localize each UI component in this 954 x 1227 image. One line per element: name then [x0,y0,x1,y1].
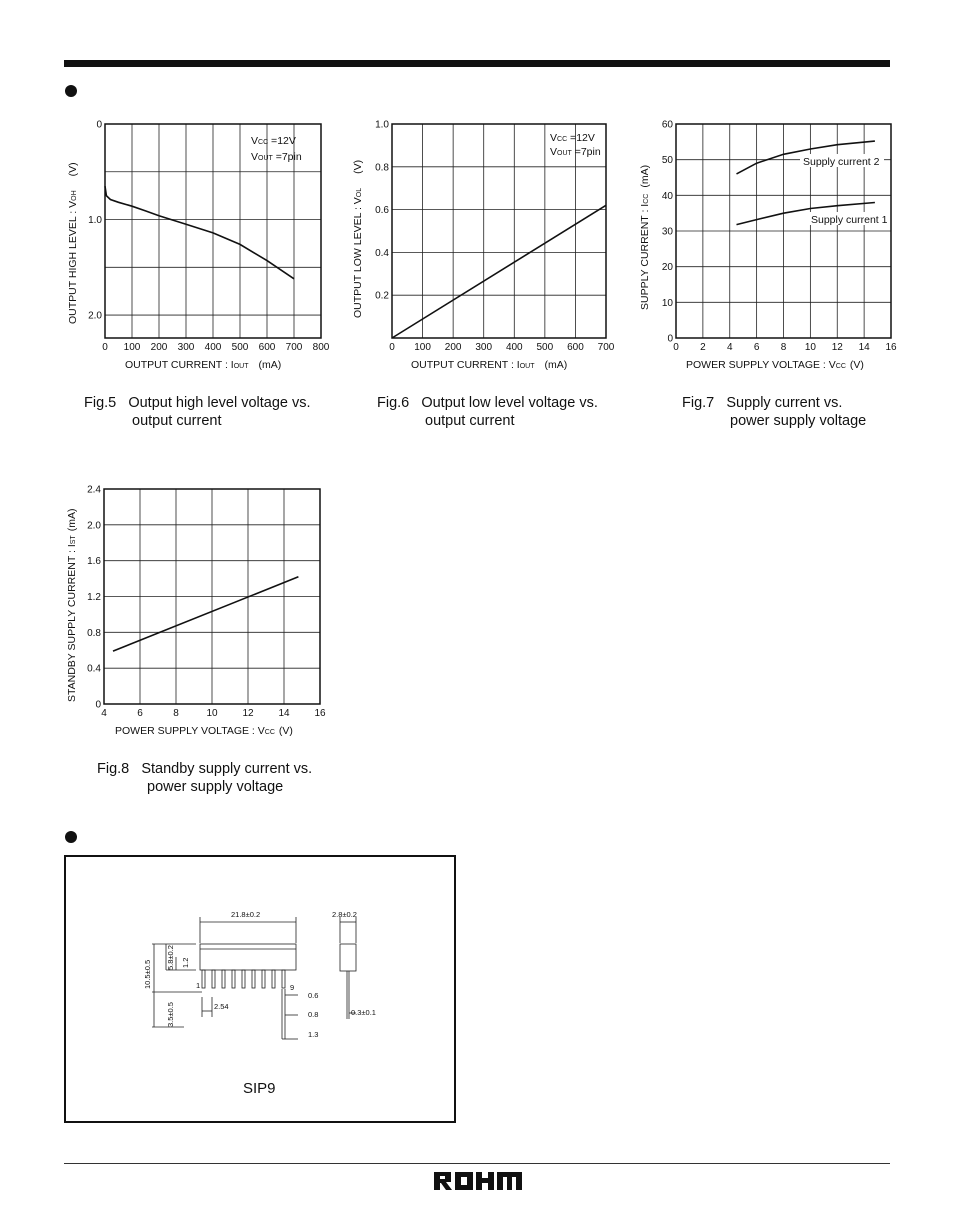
fig5-yticks [88,120,102,322]
fig7-caption-line2: power supply voltage [730,413,867,429]
package-pins [202,970,285,988]
f5-xtick-label: 0 [102,342,108,353]
package-outline-box [64,855,456,1123]
fig8-xticks [101,708,326,719]
f7-xtick-label: 16 [885,342,897,353]
fig6-ylabel: OUTPUT LOW LEVEL : VOL(V) [352,159,364,318]
fig7-caption-line1: Supply current vs. [726,395,843,411]
f6-xtick-label: 0 [389,342,395,353]
f6-xtick-label: 400 [505,342,523,353]
f5-xtick-label: 100 [123,342,141,353]
f5-xtick-label: 300 [177,342,195,353]
f5-ytick-label: 1.0 [88,215,102,227]
f6-xtick-label: 500 [536,342,554,353]
fig6-caption-line2: output current [425,413,515,429]
f6-ytick-label: 1.0 [375,119,389,131]
package-side-view [340,944,356,971]
f7-ytick-label: 0 [667,333,673,345]
fig7-ylabel: SUPPLY CURRENT : ICC(mA) [639,164,651,310]
f8-xtick-label: 10 [206,708,218,719]
f7-xtick-label: 8 [780,342,787,353]
fig5-caption-line2: output current [132,413,222,429]
f8-xtick-label: 4 [101,708,107,719]
fig8-line [113,577,298,651]
fig7-xticks [673,342,897,353]
f7-xtick-label: 14 [858,342,870,353]
f8-xtick-label: 14 [278,708,290,719]
f8-xtick-label: 6 [137,708,143,719]
fig6-annot-2: VOUT =7pin [550,146,601,158]
fig7-caption-num: Fig.7 [682,395,715,411]
f6-ytick-label: 0.4 [375,247,389,259]
f7-xtick-label: 2 [700,342,706,353]
fig5-caption [84,394,311,430]
fig5-curve [105,186,294,279]
chart-fig8 [60,478,335,743]
fig8-yticks [87,485,101,711]
f6-ytick-label: 0.2 [375,290,389,302]
f8-ytick-label: 0.4 [87,663,101,675]
dim-lead-thk: 0.3±0.1 [351,1008,376,1017]
fig8-caption-num: Fig.8 [97,761,130,777]
f8-ytick-label: 0.8 [87,627,101,639]
f8-ytick-label: 1.2 [87,592,101,603]
top-rule [64,60,890,67]
chart-fig5 [60,110,335,375]
section-bullet-characteristics [65,85,77,97]
fig6-line [392,205,606,338]
fig5-caption-num: Fig.5 [84,395,117,411]
f8-ytick-label: 2.0 [87,520,101,532]
f7-xtick-label: 10 [804,342,816,353]
f5-xtick-label: 200 [150,342,168,353]
f6-ytick-label: 0.8 [375,162,389,174]
dim-total-height: 10.5±0.5 [143,959,152,989]
f6-xtick-label: 200 [444,342,462,353]
chart-fig6 [345,110,620,375]
fig8-caption-line1: Standby supply current vs. [141,761,313,777]
fig6-caption-num: Fig.6 [377,395,410,411]
package-drawing [66,857,454,1121]
f5-ytick-label: 2.0 [88,310,102,322]
fig8-caption-line2: power supply voltage [147,779,284,795]
f8-xtick-label: 8 [173,708,179,719]
dim-pitch: 2.54 [214,1002,229,1011]
fig5-xlabel: OUTPUT CURRENT : IOUT (mA) [125,359,282,371]
f5-xtick-label: 800 [312,342,330,353]
dim-thickness: 2.8±0.2 [332,910,357,919]
f7-xtick-label: 6 [753,342,760,353]
pin-1-label: 1 [196,981,201,990]
rohm-logo [434,1170,522,1192]
dim-lead-len: 3.5±0.5 [166,1002,175,1027]
f5-xtick-label: 400 [204,342,222,353]
f7-xtick-label: 4 [726,342,733,353]
f7-ytick-label: 40 [661,190,673,202]
fig5-annot-2: VOUT =7pin [251,151,302,163]
f7-xtick-label: 12 [831,342,843,353]
fig7-series-1-label: Supply current 1 [811,214,888,226]
f8-ytick-label: 1.6 [87,556,101,568]
fig5-xticks [102,342,330,353]
fig6-xticks [389,342,615,353]
f7-ytick-label: 50 [661,155,673,167]
fig7-xlabel: POWER SUPPLY VOLTAGE : VCC (V) [686,359,864,371]
bottom-rule [64,1163,890,1164]
dim-13: 1.3 [308,1030,319,1039]
f6-xtick-label: 100 [414,342,431,353]
section-bullet-dimensions [65,831,77,843]
fig5-annot-1: VCC =12V [251,135,296,147]
f8-ytick-label: 0 [95,699,101,711]
f7-ytick-label: 10 [661,297,673,309]
f7-ytick-label: 20 [661,262,673,274]
fig7-yticks [662,120,674,345]
f8-xtick-label: 12 [242,708,254,719]
fig6-annot-1: VCC =12V [550,132,595,144]
f7-xtick-label: 0 [673,342,679,353]
fig5-caption-line1: Output high level voltage vs. [128,395,311,411]
chart-fig7 [630,110,905,375]
pin-9-label: 9 [290,983,295,992]
fig8-caption [97,760,312,796]
dim-length: 21.8±0.2 [231,910,261,919]
package-body [200,944,296,970]
f8-xtick-label: 16 [314,708,326,719]
f6-xtick-label: 600 [567,342,584,353]
fig8-ylabel: STANDBY SUPPLY CURRENT : IST(mA) [66,508,78,702]
f8-ytick-label: 2.4 [87,484,101,496]
f5-ytick-label: 0 [96,119,102,131]
f7-ytick-label: 60 [661,119,673,131]
f5-xtick-label: 600 [258,342,276,353]
f6-ytick-label: 0.6 [375,205,389,217]
f5-xtick-label: 700 [285,342,303,353]
dim-body-height: 5.8±0.2 [166,945,175,970]
f6-xtick-label: 300 [475,342,493,353]
fig5-ylabel: OUTPUT HIGH LEVEL : VOH(V) [67,162,79,324]
fig7-series-2-label: Supply current 2 [803,156,880,168]
f5-xtick-label: 500 [231,342,249,353]
fig6-caption-line1: Output low level voltage vs. [421,395,598,411]
f6-xtick-label: 700 [597,342,615,353]
dim-08: 0.8 [308,1010,319,1019]
fig6-xlabel: OUTPUT CURRENT : IOUT (mA) [411,359,568,371]
fig8-grid [104,489,320,704]
fig6-yticks [375,120,389,302]
package-name: SIP9 [243,1080,276,1097]
dim-06: 0.6 [308,991,319,1000]
fig6-caption [377,394,598,430]
f7-ytick-label: 30 [661,226,673,238]
dim-12: 1.2 [181,957,190,968]
fig8-xlabel: POWER SUPPLY VOLTAGE : VCC (V) [115,725,293,737]
fig7-caption [682,394,866,430]
